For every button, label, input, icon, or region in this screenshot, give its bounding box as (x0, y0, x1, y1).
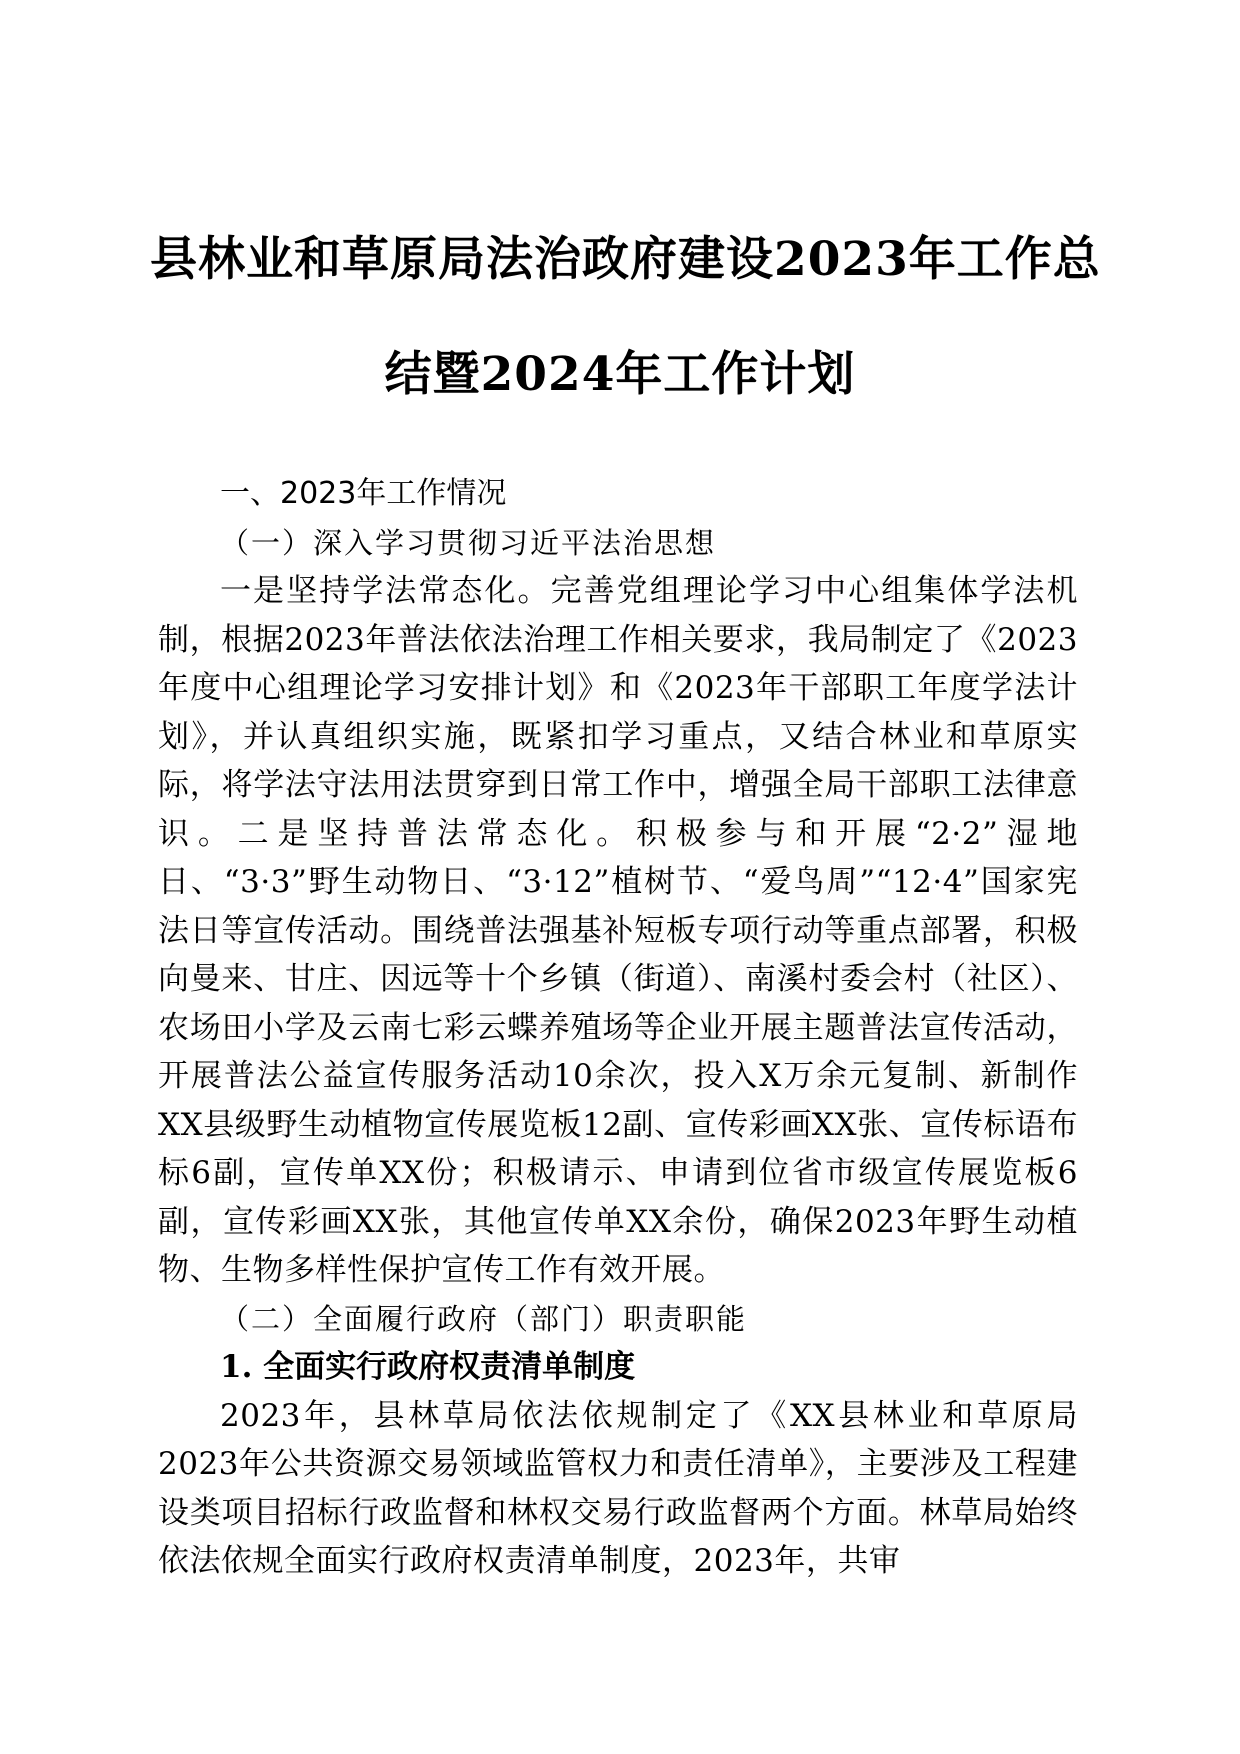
body-paragraph: 2023年，县林草局依法依规制定了《XX县林业和草原局2023年公共资源交易领域监管权力和责任清单》，主要涉及工程建设类项目招标行政监督和林权交易行政监督两个方面。林草局始终依法依规全面实行政府权责清单制度，2023年，共审 (158, 1397, 1078, 1579)
document-title-line-2: 结暨2024年工作计划 (384, 347, 856, 402)
section-heading: 一、2023年工作情况 (220, 476, 507, 511)
subsection-heading: （二）全面履行政府（部门）职责职能 (220, 1301, 748, 1336)
subsection-heading: （一）深入学习贯彻习近平法治思想 (220, 525, 717, 560)
item-heading: 1. 全面实行政府权责清单制度 (220, 1349, 636, 1385)
document-body (158, 470, 1078, 1586)
document-title-line-1: 县林业和草原局法治政府建设2023年工作总 (150, 232, 1101, 287)
body-paragraph: 一是坚持学法常态化。完善党组理论学习中心组集体学法机制，根据2023年普法依法治理工作相关要求，我局制定了《2023年度中心组理论学习安排计划》和《2023年干部职工年度学法计划》，并认真组织实施，既紧扣学习重点，又结合林业和草原实际，将学法守法用法贯穿到日常工作中，增强全局干部职工法律意识。二是坚持普法常态化。积极参与和开展“2·2”湿地日、“3·3”野生动物日、“3·12”植树节、“爱鸟周”“12·4”国家宪法日等宣传活动。围绕普法强基补短板专项行动等重点部署，积极向曼来、甘庄、因远等十个乡镇（街道）、南溪村委会村（社区）、农场田小学及云南七彩云蝶养殖场等企业开展主题普法宣传活动，开展普法公益宣传服务活动10余次，投入X万余元复制、新制作XX县级野生动植物宣传展览板12副、宣传彩画XX张、宣传标语布标6副，宣传单XX份；积极请示、申请到位省市级宣传展览板6副，宣传彩画XX张，其他宣传单XX余份，确保2023年野生动植物、生物多样性保护宣传工作有效开展。 (158, 573, 1078, 1288)
